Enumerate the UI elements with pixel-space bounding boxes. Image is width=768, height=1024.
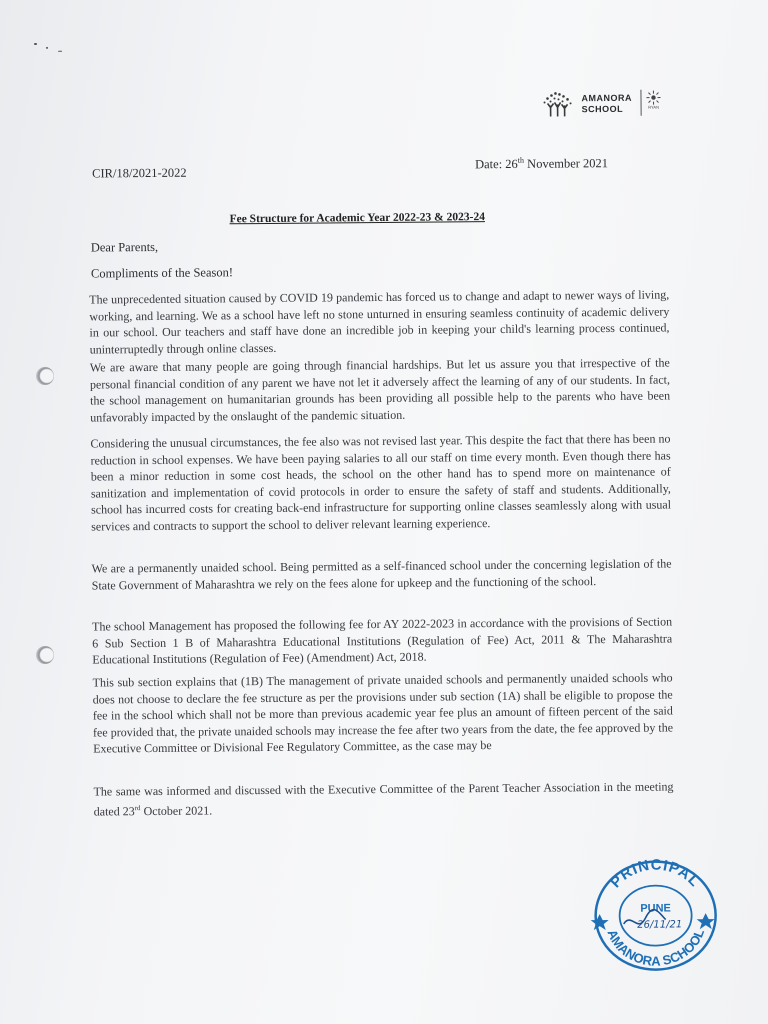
school-name-line1: AMANORA bbox=[581, 92, 633, 104]
paragraph-covid-impact: The unprecedented situation caused by COVID 19 pandemic has forced us to change and adapt to newer ways of living, working, and learning. We as a school have left no stone unturned in ensuring seamless continuity of academic delivery in our school. Our teachers and staff have done an incredible job in keeping your child's learning process continued, uninterruptedly through online classes. bbox=[89, 287, 670, 357]
principal-stamp bbox=[589, 853, 722, 972]
stamp-signature-date: 26/11/21 bbox=[637, 919, 683, 931]
pta-meeting-text-end: October 2021. bbox=[140, 803, 213, 818]
school-name bbox=[581, 93, 632, 115]
school-name-line2: SCHOOL bbox=[581, 103, 624, 115]
stamp-star-icon bbox=[591, 914, 609, 930]
stamp-bottom-text: AMANORA SCHOOL bbox=[604, 926, 708, 969]
paper-speck bbox=[58, 51, 62, 52]
paragraph-financial-hardship: We are aware that many people are going through financial hardships. But let us assure you that irrespective of the personal financial condition of any parent we have not let it adversely affect the learning of any of our students. In fact, the school management on humanitarian grounds has been providing all possible help to the parents who have been unfavorably impacted by the onslaught of the pandemic situation. bbox=[89, 355, 671, 425]
date-label: Date: 26 bbox=[475, 156, 518, 172]
punch-hole bbox=[36, 646, 54, 664]
greeting: Compliments of the Season! bbox=[90, 265, 234, 281]
pta-meeting-text: The same was informed and discussed with the Executive Committee of the Parent Teacher Association in the meeting dated 23 bbox=[93, 779, 674, 819]
paper-speck bbox=[34, 43, 37, 45]
stamp-top-text: PRINCIPAL bbox=[607, 856, 704, 892]
school-logo bbox=[541, 87, 671, 122]
date-suffix: th bbox=[517, 155, 525, 165]
punch-hole bbox=[36, 367, 54, 385]
school-tree-logo-icon bbox=[541, 90, 577, 118]
pta-meeting-date-suffix: rd bbox=[134, 803, 141, 812]
letter-title: Fee Structure for Academic Year 2022-23 & 2023-24 bbox=[229, 211, 485, 226]
circular-reference-number: CIR/18/2021-2022 bbox=[92, 165, 187, 181]
logo-divider bbox=[640, 90, 641, 116]
sun-emblem-icon bbox=[645, 90, 661, 106]
date-rest: November 2021 bbox=[523, 156, 609, 171]
partner-text: RYAN bbox=[648, 104, 659, 110]
salutation: Dear Parents, bbox=[90, 239, 159, 255]
paragraph-sub-section-explanation: This sub section explains that (1B) The management of private unaided schools and permanently unaided schools who does not choose to declare the fee structure as per the provisions under sub section (1A) shall be eligible to propose the fee in the school which shall not be more than previous academic year fee plus an amount of fifteen percent of the said fee provided that, the private unaided schools may increase the fee after two years from the date, the fee approved by the Executive Committee or Divisional Fee Regulatory Committee, as the case may be bbox=[92, 670, 674, 756]
paragraph-unaided-school: We are a permanently unaided school. Being permitted as a self-financed school under the concerning legislation of the State Government of Maharashtra we rely on the fees alone for upkeep and the functioning of the school. bbox=[91, 556, 672, 593]
paragraph-fee-not-revised: Considering the unusual circumstances, the fee also was not revised last year. This despite the fact that there has been no reduction in school expenses. We have been paying salaries to all our staff on time every month. Even though there has been a minor reduction in some cost heads, the school on the other hand has to spend more on maintenance of sanitization and implementation of covid protocols in order to ensure the safety of staff and students. Additionally, school has incurred costs for creating back-end infrastructure for supporting online classes seamlessly along with usual services and contracts to support the school to deliver relevant learning experience. bbox=[90, 431, 672, 534]
stamp-star-icon bbox=[697, 913, 715, 929]
paragraph-pta-meeting bbox=[93, 778, 673, 819]
stamp-inner-ring bbox=[619, 885, 692, 946]
letter-date bbox=[475, 155, 608, 172]
paragraph-fee-proposal: The school Management has proposed the following fee for AY 2022-2023 in accordance with the provisions of Section 6 Sub Section 1 B of Maharashtra Educational Institutions (Regulation of Fee) Act, 2011 & The Maharashtra Educational Institutions (Regulation of Fee) (Amendment) Act, 2018. bbox=[92, 614, 673, 667]
paper-speck bbox=[46, 47, 48, 49]
stamp-center-text: PUNE bbox=[640, 902, 671, 915]
